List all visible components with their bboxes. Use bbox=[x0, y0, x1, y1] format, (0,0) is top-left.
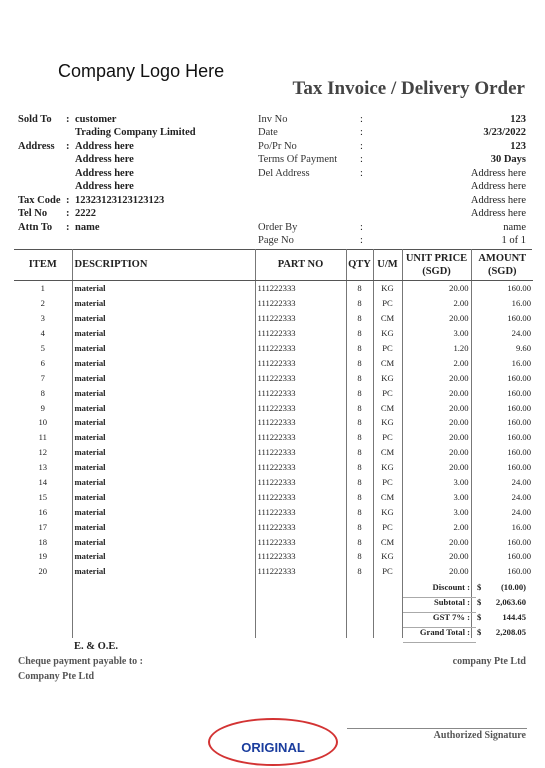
cheque-label: Cheque payment payable to : bbox=[18, 656, 144, 667]
row-unit-price: 2.00 bbox=[402, 296, 471, 311]
row-amount: 9.60 bbox=[471, 341, 533, 356]
row-part-no: 111222333 bbox=[255, 341, 346, 356]
row-amount: 160.00 bbox=[471, 445, 533, 460]
col-amount-label: AMOUNT bbox=[478, 252, 527, 264]
colon: : bbox=[360, 114, 363, 125]
row-amount: 16.00 bbox=[471, 355, 533, 370]
table-row bbox=[14, 281, 533, 296]
row-unit-price: 20.00 bbox=[402, 430, 471, 445]
total-label: GST 7% : bbox=[432, 612, 470, 622]
total-currency: $ bbox=[477, 612, 482, 622]
row-um: KG bbox=[373, 460, 402, 475]
row-item: 14 bbox=[38, 477, 48, 488]
row-qty: 8 bbox=[346, 445, 373, 460]
row-qty: 8 bbox=[346, 460, 373, 475]
row-item: 10 bbox=[38, 417, 48, 428]
colon: : bbox=[360, 127, 363, 138]
del-address-label: Del Address bbox=[258, 168, 310, 179]
colon: : bbox=[66, 222, 70, 233]
row-um: CM bbox=[373, 355, 402, 370]
row-um: PC bbox=[373, 296, 402, 311]
row-um: CM bbox=[373, 400, 402, 415]
table-row bbox=[14, 504, 533, 519]
row-description: material bbox=[72, 504, 255, 519]
row-um: CM bbox=[373, 489, 402, 504]
col-um: U/M bbox=[373, 249, 402, 281]
colon: : bbox=[360, 141, 363, 152]
table-row bbox=[14, 445, 533, 460]
row-part-no: 111222333 bbox=[255, 475, 346, 490]
colon: : bbox=[66, 195, 70, 206]
row-qty: 8 bbox=[346, 281, 373, 296]
colon: : bbox=[66, 141, 70, 152]
row-unit-price: 2.00 bbox=[402, 519, 471, 534]
total-value: 2,063.60 bbox=[495, 597, 526, 607]
col-description: DESCRIPTION bbox=[72, 249, 255, 281]
row-um: CM bbox=[373, 445, 402, 460]
row-unit-price: 3.00 bbox=[402, 489, 471, 504]
row-part-no: 111222333 bbox=[255, 281, 346, 296]
row-amount: 160.00 bbox=[471, 281, 533, 296]
page-no-value: 1 of 1 bbox=[501, 235, 526, 246]
row-amount: 160.00 bbox=[471, 385, 533, 400]
row-part-no: 111222333 bbox=[255, 400, 346, 415]
row-part-no: 111222333 bbox=[255, 385, 346, 400]
table-row bbox=[14, 430, 533, 445]
row-amount: 24.00 bbox=[471, 504, 533, 519]
po-no-value: 123 bbox=[510, 141, 526, 152]
row-description: material bbox=[72, 534, 255, 549]
address-line: Address here bbox=[75, 141, 134, 152]
row-item: 11 bbox=[38, 432, 47, 443]
row-description: material bbox=[72, 326, 255, 341]
total-label: Discount : bbox=[432, 582, 470, 592]
terms-value: 30 Days bbox=[490, 154, 526, 165]
sold-to-line1: customer bbox=[75, 114, 117, 125]
row-qty: 8 bbox=[346, 475, 373, 490]
row-um: KG bbox=[373, 370, 402, 385]
table-header-row bbox=[14, 249, 533, 281]
colon: : bbox=[360, 222, 363, 233]
empty-cell bbox=[14, 579, 72, 638]
row-description: material bbox=[72, 564, 255, 579]
row-um: KG bbox=[373, 415, 402, 430]
table-row bbox=[14, 519, 533, 534]
row-qty: 8 bbox=[346, 326, 373, 341]
signatory-company: company Pte Ltd bbox=[452, 656, 526, 667]
row-description: material bbox=[72, 370, 255, 385]
row-description: material bbox=[72, 355, 255, 370]
total-value: 144.45 bbox=[502, 612, 526, 622]
table-row bbox=[14, 370, 533, 385]
row-part-no: 111222333 bbox=[255, 296, 346, 311]
row-part-no: 111222333 bbox=[255, 489, 346, 504]
empty-cell bbox=[346, 579, 373, 638]
row-amount: 24.00 bbox=[471, 475, 533, 490]
table-row bbox=[14, 564, 533, 579]
row-item: 6 bbox=[40, 357, 45, 368]
col-amount-currency: (SGD) bbox=[487, 265, 517, 277]
row-unit-price: 20.00 bbox=[402, 385, 471, 400]
address-line: Address here bbox=[75, 154, 134, 165]
row-unit-price: 20.00 bbox=[402, 445, 471, 460]
row-part-no: 111222333 bbox=[255, 415, 346, 430]
total-value: (10.00) bbox=[500, 582, 526, 592]
original-stamp-text: ORIGINAL bbox=[241, 740, 305, 755]
terms-label: Terms Of Payment bbox=[258, 154, 338, 165]
row-amount: 160.00 bbox=[471, 311, 533, 326]
table-row bbox=[14, 460, 533, 475]
sold-to-line2: Trading Company Limited bbox=[75, 127, 196, 138]
total-label: Subtotal : bbox=[433, 597, 470, 607]
row-um: PC bbox=[373, 564, 402, 579]
row-unit-price: 20.00 bbox=[402, 311, 471, 326]
del-address-line: Address here bbox=[470, 181, 526, 192]
col-amount bbox=[471, 249, 533, 281]
del-address-line: Address here bbox=[470, 208, 526, 219]
row-unit-price: 1.20 bbox=[402, 341, 471, 356]
row-qty: 8 bbox=[346, 519, 373, 534]
row-item: 8 bbox=[40, 387, 45, 398]
row-description: material bbox=[72, 281, 255, 296]
row-unit-price: 20.00 bbox=[402, 415, 471, 430]
row-amount: 160.00 bbox=[471, 430, 533, 445]
row-amount: 160.00 bbox=[471, 549, 533, 564]
row-part-no: 111222333 bbox=[255, 460, 346, 475]
row-item: 13 bbox=[38, 462, 48, 473]
attn-value: name bbox=[75, 222, 100, 233]
row-part-no: 111222333 bbox=[255, 311, 346, 326]
row-qty: 8 bbox=[346, 564, 373, 579]
row-description: material bbox=[72, 385, 255, 400]
row-unit-price: 3.00 bbox=[402, 326, 471, 341]
row-item: 2 bbox=[40, 298, 45, 309]
order-by-value: name bbox=[503, 222, 526, 233]
row-um: KG bbox=[373, 326, 402, 341]
table-row bbox=[14, 385, 533, 400]
row-description: material bbox=[72, 475, 255, 490]
row-amount: 16.00 bbox=[471, 519, 533, 534]
eoe-note: E. & O.E. bbox=[74, 641, 119, 652]
signature-line bbox=[347, 728, 527, 729]
row-qty: 8 bbox=[346, 534, 373, 549]
table-row bbox=[14, 341, 533, 356]
row-description: material bbox=[72, 445, 255, 460]
document-title: Tax Invoice / Delivery Order bbox=[292, 78, 525, 99]
tax-code-value: 12323123123123123 bbox=[75, 195, 165, 206]
row-part-no: 111222333 bbox=[255, 564, 346, 579]
row-qty: 8 bbox=[346, 370, 373, 385]
colon: : bbox=[66, 208, 70, 219]
row-description: material bbox=[72, 489, 255, 504]
row-item: 1 bbox=[40, 283, 45, 294]
row-qty: 8 bbox=[346, 341, 373, 356]
row-description: material bbox=[72, 341, 255, 356]
total-currency: $ bbox=[477, 627, 482, 637]
row-unit-price: 3.00 bbox=[402, 504, 471, 519]
row-amount: 160.00 bbox=[471, 415, 533, 430]
attn-label: Attn To bbox=[18, 222, 53, 233]
table-row bbox=[14, 534, 533, 549]
col-item: ITEM bbox=[14, 249, 72, 281]
empty-cell bbox=[72, 579, 255, 638]
row-amount: 16.00 bbox=[471, 296, 533, 311]
col-qty: QTY bbox=[346, 249, 373, 281]
total-currency: $ bbox=[477, 597, 482, 607]
row-description: material bbox=[72, 400, 255, 415]
col-unit-price-label: UNIT PRICE bbox=[405, 252, 468, 264]
row-description: material bbox=[72, 311, 255, 326]
row-item: 19 bbox=[38, 551, 48, 562]
row-item: 17 bbox=[38, 521, 48, 532]
del-address-line: Address here bbox=[470, 195, 526, 206]
row-unit-price: 2.00 bbox=[402, 355, 471, 370]
total-currency: $ bbox=[477, 582, 482, 592]
row-part-no: 111222333 bbox=[255, 326, 346, 341]
row-amount: 160.00 bbox=[471, 400, 533, 415]
row-qty: 8 bbox=[346, 549, 373, 564]
inv-no-value: 123 bbox=[510, 114, 526, 125]
colon: : bbox=[360, 235, 363, 246]
row-part-no: 111222333 bbox=[255, 534, 346, 549]
row-qty: 8 bbox=[346, 296, 373, 311]
row-um: PC bbox=[373, 430, 402, 445]
row-um: KG bbox=[373, 281, 402, 296]
row-um: PC bbox=[373, 519, 402, 534]
tel-value: 2222 bbox=[75, 208, 96, 219]
total-value: 2,208.05 bbox=[495, 627, 526, 637]
row-amount: 160.00 bbox=[471, 460, 533, 475]
row-item: 16 bbox=[38, 506, 48, 517]
row-part-no: 111222333 bbox=[255, 445, 346, 460]
col-unit-price bbox=[402, 249, 471, 281]
tax-code-label: Tax Code bbox=[18, 195, 61, 206]
items-table bbox=[14, 249, 533, 638]
table-row bbox=[14, 489, 533, 504]
row-qty: 8 bbox=[346, 415, 373, 430]
sold-to-label: Sold To bbox=[18, 114, 52, 125]
row-item: 3 bbox=[40, 313, 45, 324]
table-row bbox=[14, 415, 533, 430]
row-part-no: 111222333 bbox=[255, 549, 346, 564]
row-amount: 160.00 bbox=[471, 564, 533, 579]
row-um: PC bbox=[373, 475, 402, 490]
row-um: PC bbox=[373, 341, 402, 356]
page-no-label: Page No bbox=[258, 235, 294, 246]
row-qty: 8 bbox=[346, 311, 373, 326]
row-description: material bbox=[72, 430, 255, 445]
inv-no-label: Inv No bbox=[258, 114, 288, 125]
colon: : bbox=[360, 168, 363, 179]
table-row bbox=[14, 326, 533, 341]
row-description: material bbox=[72, 549, 255, 564]
row-unit-price: 20.00 bbox=[402, 281, 471, 296]
row-item: 12 bbox=[38, 447, 48, 458]
date-label: Date bbox=[258, 127, 278, 138]
row-part-no: 111222333 bbox=[255, 430, 346, 445]
table-row bbox=[14, 400, 533, 415]
row-item: 9 bbox=[40, 402, 45, 413]
row-qty: 8 bbox=[346, 385, 373, 400]
authorized-signature-label: Authorized Signature bbox=[433, 730, 526, 741]
table-row bbox=[14, 475, 533, 490]
colon: : bbox=[360, 154, 363, 165]
row-amount: 160.00 bbox=[471, 534, 533, 549]
table-row bbox=[14, 549, 533, 564]
row-amount: 24.00 bbox=[471, 489, 533, 504]
tel-label: Tel No bbox=[18, 208, 48, 219]
row-unit-price: 20.00 bbox=[402, 460, 471, 475]
row-unit-price: 20.00 bbox=[402, 534, 471, 549]
row-item: 18 bbox=[38, 536, 48, 547]
empty-cell bbox=[373, 579, 402, 638]
table-row bbox=[14, 311, 533, 326]
del-address-line: Address here bbox=[470, 168, 526, 179]
order-by-label: Order By bbox=[258, 222, 298, 233]
row-qty: 8 bbox=[346, 400, 373, 415]
row-qty: 8 bbox=[346, 489, 373, 504]
col-part-no: PART NO bbox=[255, 249, 346, 281]
row-description: material bbox=[72, 519, 255, 534]
row-amount: 24.00 bbox=[471, 326, 533, 341]
row-description: material bbox=[72, 296, 255, 311]
row-unit-price: 20.00 bbox=[402, 549, 471, 564]
address-label: Address bbox=[18, 141, 55, 152]
row-um: CM bbox=[373, 534, 402, 549]
cheque-company: Company Pte Ltd bbox=[18, 671, 95, 682]
row-unit-price: 3.00 bbox=[402, 475, 471, 490]
row-item: 5 bbox=[40, 343, 45, 353]
address-line: Address here bbox=[75, 181, 134, 192]
row-qty: 8 bbox=[346, 504, 373, 519]
row-description: material bbox=[72, 460, 255, 475]
row-part-no: 111222333 bbox=[255, 355, 346, 370]
row-qty: 8 bbox=[346, 430, 373, 445]
row-item: 20 bbox=[38, 566, 48, 577]
row-description: material bbox=[72, 415, 255, 430]
row-unit-price: 20.00 bbox=[402, 370, 471, 385]
colon: : bbox=[66, 114, 70, 125]
row-um: KG bbox=[373, 549, 402, 564]
row-item: 15 bbox=[38, 491, 48, 502]
row-qty: 8 bbox=[346, 355, 373, 370]
row-unit-price: 20.00 bbox=[402, 564, 471, 579]
row-um: PC bbox=[373, 385, 402, 400]
row-part-no: 111222333 bbox=[255, 370, 346, 385]
address-line: Address here bbox=[75, 168, 134, 179]
po-no-label: Po/Pr No bbox=[258, 141, 297, 152]
row-item: 4 bbox=[40, 328, 45, 339]
row-um: CM bbox=[373, 311, 402, 326]
row-part-no: 111222333 bbox=[255, 519, 346, 534]
row-amount: 160.00 bbox=[471, 370, 533, 385]
total-label: Grand Total : bbox=[419, 627, 470, 637]
row-um: KG bbox=[373, 504, 402, 519]
table-row bbox=[14, 355, 533, 370]
date-value: 3/23/2022 bbox=[483, 127, 526, 138]
row-unit-price: 20.00 bbox=[402, 400, 471, 415]
row-item: 7 bbox=[40, 372, 45, 383]
row-part-no: 111222333 bbox=[255, 504, 346, 519]
company-logo-placeholder: Company Logo Here bbox=[58, 61, 225, 81]
table-row bbox=[14, 296, 533, 311]
col-unit-price-currency: (SGD) bbox=[422, 265, 451, 277]
empty-cell bbox=[255, 579, 346, 638]
